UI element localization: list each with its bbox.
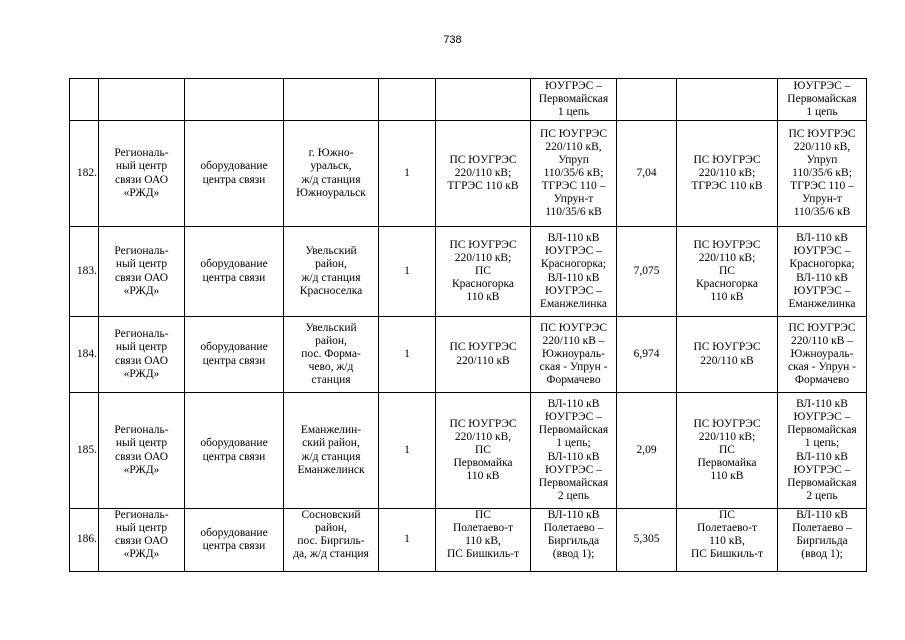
- length-cell: [617, 79, 677, 121]
- owner-cell: Региональ- ный центр связи ОАО «РЖД»: [99, 121, 185, 227]
- row-number-cell: 184.: [70, 317, 99, 393]
- table-row: [70, 317, 867, 393]
- location-cell: [284, 79, 379, 121]
- substation-to-cell: ПС Полетаево-т 110 кВ, ПС Бишкиль-т: [677, 509, 778, 572]
- line-from-cell: ЮУГРЭС – Первомайская 1 цепь: [531, 79, 617, 121]
- page-number: 738: [443, 34, 462, 46]
- line-from-cell: ПС ЮУГРЭС 220/110 кВ – Южноураль- ская - Упрун - Формачево: [531, 317, 617, 393]
- table-row: [70, 79, 867, 121]
- location-cell: Сосновский район, пос. Биргиль- да, ж/д станция: [284, 509, 379, 572]
- table-body: [70, 79, 867, 572]
- location-cell: Еманжелин- ский район, ж/д станция Еманжелинск: [284, 393, 379, 509]
- equipment-cell: оборудование центра связи: [185, 509, 284, 572]
- row-number-cell: 182.: [70, 121, 99, 227]
- substation-from-cell: ПС ЮУГРЭС 220/110 кВ, ПС Первомайка 110 кВ: [436, 393, 531, 509]
- equipment-cell: [185, 79, 284, 121]
- equipment-cell: оборудование центра связи: [185, 227, 284, 317]
- row-number-cell: 183.: [70, 227, 99, 317]
- count-cell: 1: [379, 121, 436, 227]
- owner-cell: [99, 79, 185, 121]
- location-cell: г. Южно- уральск, ж/д станция Южноуральск: [284, 121, 379, 227]
- substation-from-cell: ПС Полетаево-т 110 кВ, ПС Бишкиль-т: [436, 509, 531, 572]
- line-to-cell: ВЛ-110 кВ Полетаево – Биргильда (ввод 1);: [778, 509, 867, 572]
- substation-from-cell: ПС ЮУГРЭС 220/110 кВ: [436, 317, 531, 393]
- line-to-cell: ВЛ-110 кВ ЮУГРЭС – Красногорка; ВЛ-110 кВ ЮУГРЭС – Еманжелинка: [778, 227, 867, 317]
- line-from-cell: ВЛ-110 кВ ЮУГРЭС – Первомайская 1 цепь; ВЛ-110 кВ ЮУГРЭС – Первомайская 2 цепь: [531, 393, 617, 509]
- count-cell: 1: [379, 227, 436, 317]
- equipment-cell: оборудование центра связи: [185, 317, 284, 393]
- line-to-cell: ПС ЮУГРЭС 220/110 кВ, Упруп 110/35/6 кВ; ТГРЭС 110 – Упрун-т 110/35/6 кВ: [778, 121, 867, 227]
- row-number-cell: 186.: [70, 509, 99, 572]
- substation-to-cell: ПС ЮУГРЭС 220/110 кВ; ПС Красногорка 110 кВ: [677, 227, 778, 317]
- owner-cell: Региональ- ный центр связи ОАО «РЖД»: [99, 393, 185, 509]
- owner-cell: Региональ- ный центр связи ОАО «РЖД»: [99, 509, 185, 572]
- length-cell: 7,075: [617, 227, 677, 317]
- length-cell: 5,305: [617, 509, 677, 572]
- row-number-cell: 185.: [70, 393, 99, 509]
- length-cell: 7,04: [617, 121, 677, 227]
- owner-cell: Региональ- ный центр связи ОАО «РЖД»: [99, 227, 185, 317]
- line-to-cell: ЮУГРЭС – Первомайская 1 цепь: [778, 79, 867, 121]
- count-cell: 1: [379, 393, 436, 509]
- substation-to-cell: ПС ЮУГРЭС 220/110 кВ; ПС Первомайка 110 кВ: [677, 393, 778, 509]
- table-row: [70, 227, 867, 317]
- substation-from-cell: [436, 79, 531, 121]
- line-from-cell: ВЛ-110 кВ ЮУГРЭС – Красногорка; ВЛ-110 кВ ЮУГРЭС – Еманжелинка: [531, 227, 617, 317]
- count-cell: 1: [379, 317, 436, 393]
- location-cell: Увельский район, ж/д станция Красноселка: [284, 227, 379, 317]
- equipment-cell: оборудование центра связи: [185, 393, 284, 509]
- substation-to-cell: ПС ЮУГРЭС 220/110 кВ: [677, 317, 778, 393]
- substation-to-cell: ПС ЮУГРЭС 220/110 кВ; ТГРЭС 110 кВ: [677, 121, 778, 227]
- location-cell: Увельский район, пос. Форма- чево, ж/д станция: [284, 317, 379, 393]
- length-cell: 2,09: [617, 393, 677, 509]
- equipment-cell: оборудование центра связи: [185, 121, 284, 227]
- line-from-cell: ПС ЮУГРЭС 220/110 кВ, Упруп 110/35/6 кВ; ТГРЭС 110 – Упрун-т 110/35/6 кВ: [531, 121, 617, 227]
- table-row: [70, 121, 867, 227]
- row-number-cell: [70, 79, 99, 121]
- length-cell: 6,974: [617, 317, 677, 393]
- substation-from-cell: ПС ЮУГРЭС 220/110 кВ; ТГРЭС 110 кВ: [436, 121, 531, 227]
- substation-from-cell: ПС ЮУГРЭС 220/110 кВ; ПС Красногорка 110 кВ: [436, 227, 531, 317]
- line-to-cell: ПС ЮУГРЭС 220/110 кВ – Южноураль- ская - Упрун - Формачево: [778, 317, 867, 393]
- count-cell: [379, 79, 436, 121]
- line-to-cell: ВЛ-110 кВ ЮУГРЭС – Первомайская 1 цепь; ВЛ-110 кВ ЮУГРЭС – Первомайская 2 цепь: [778, 393, 867, 509]
- owner-cell: Региональ- ный центр связи ОАО «РЖД»: [99, 317, 185, 393]
- count-cell: 1: [379, 509, 436, 572]
- line-from-cell: ВЛ-110 кВ Полетаево – Биргильда (ввод 1);: [531, 509, 617, 572]
- equipment-table: [69, 78, 867, 572]
- table-row: [70, 509, 867, 572]
- substation-to-cell: [677, 79, 778, 121]
- table-row: [70, 393, 867, 509]
